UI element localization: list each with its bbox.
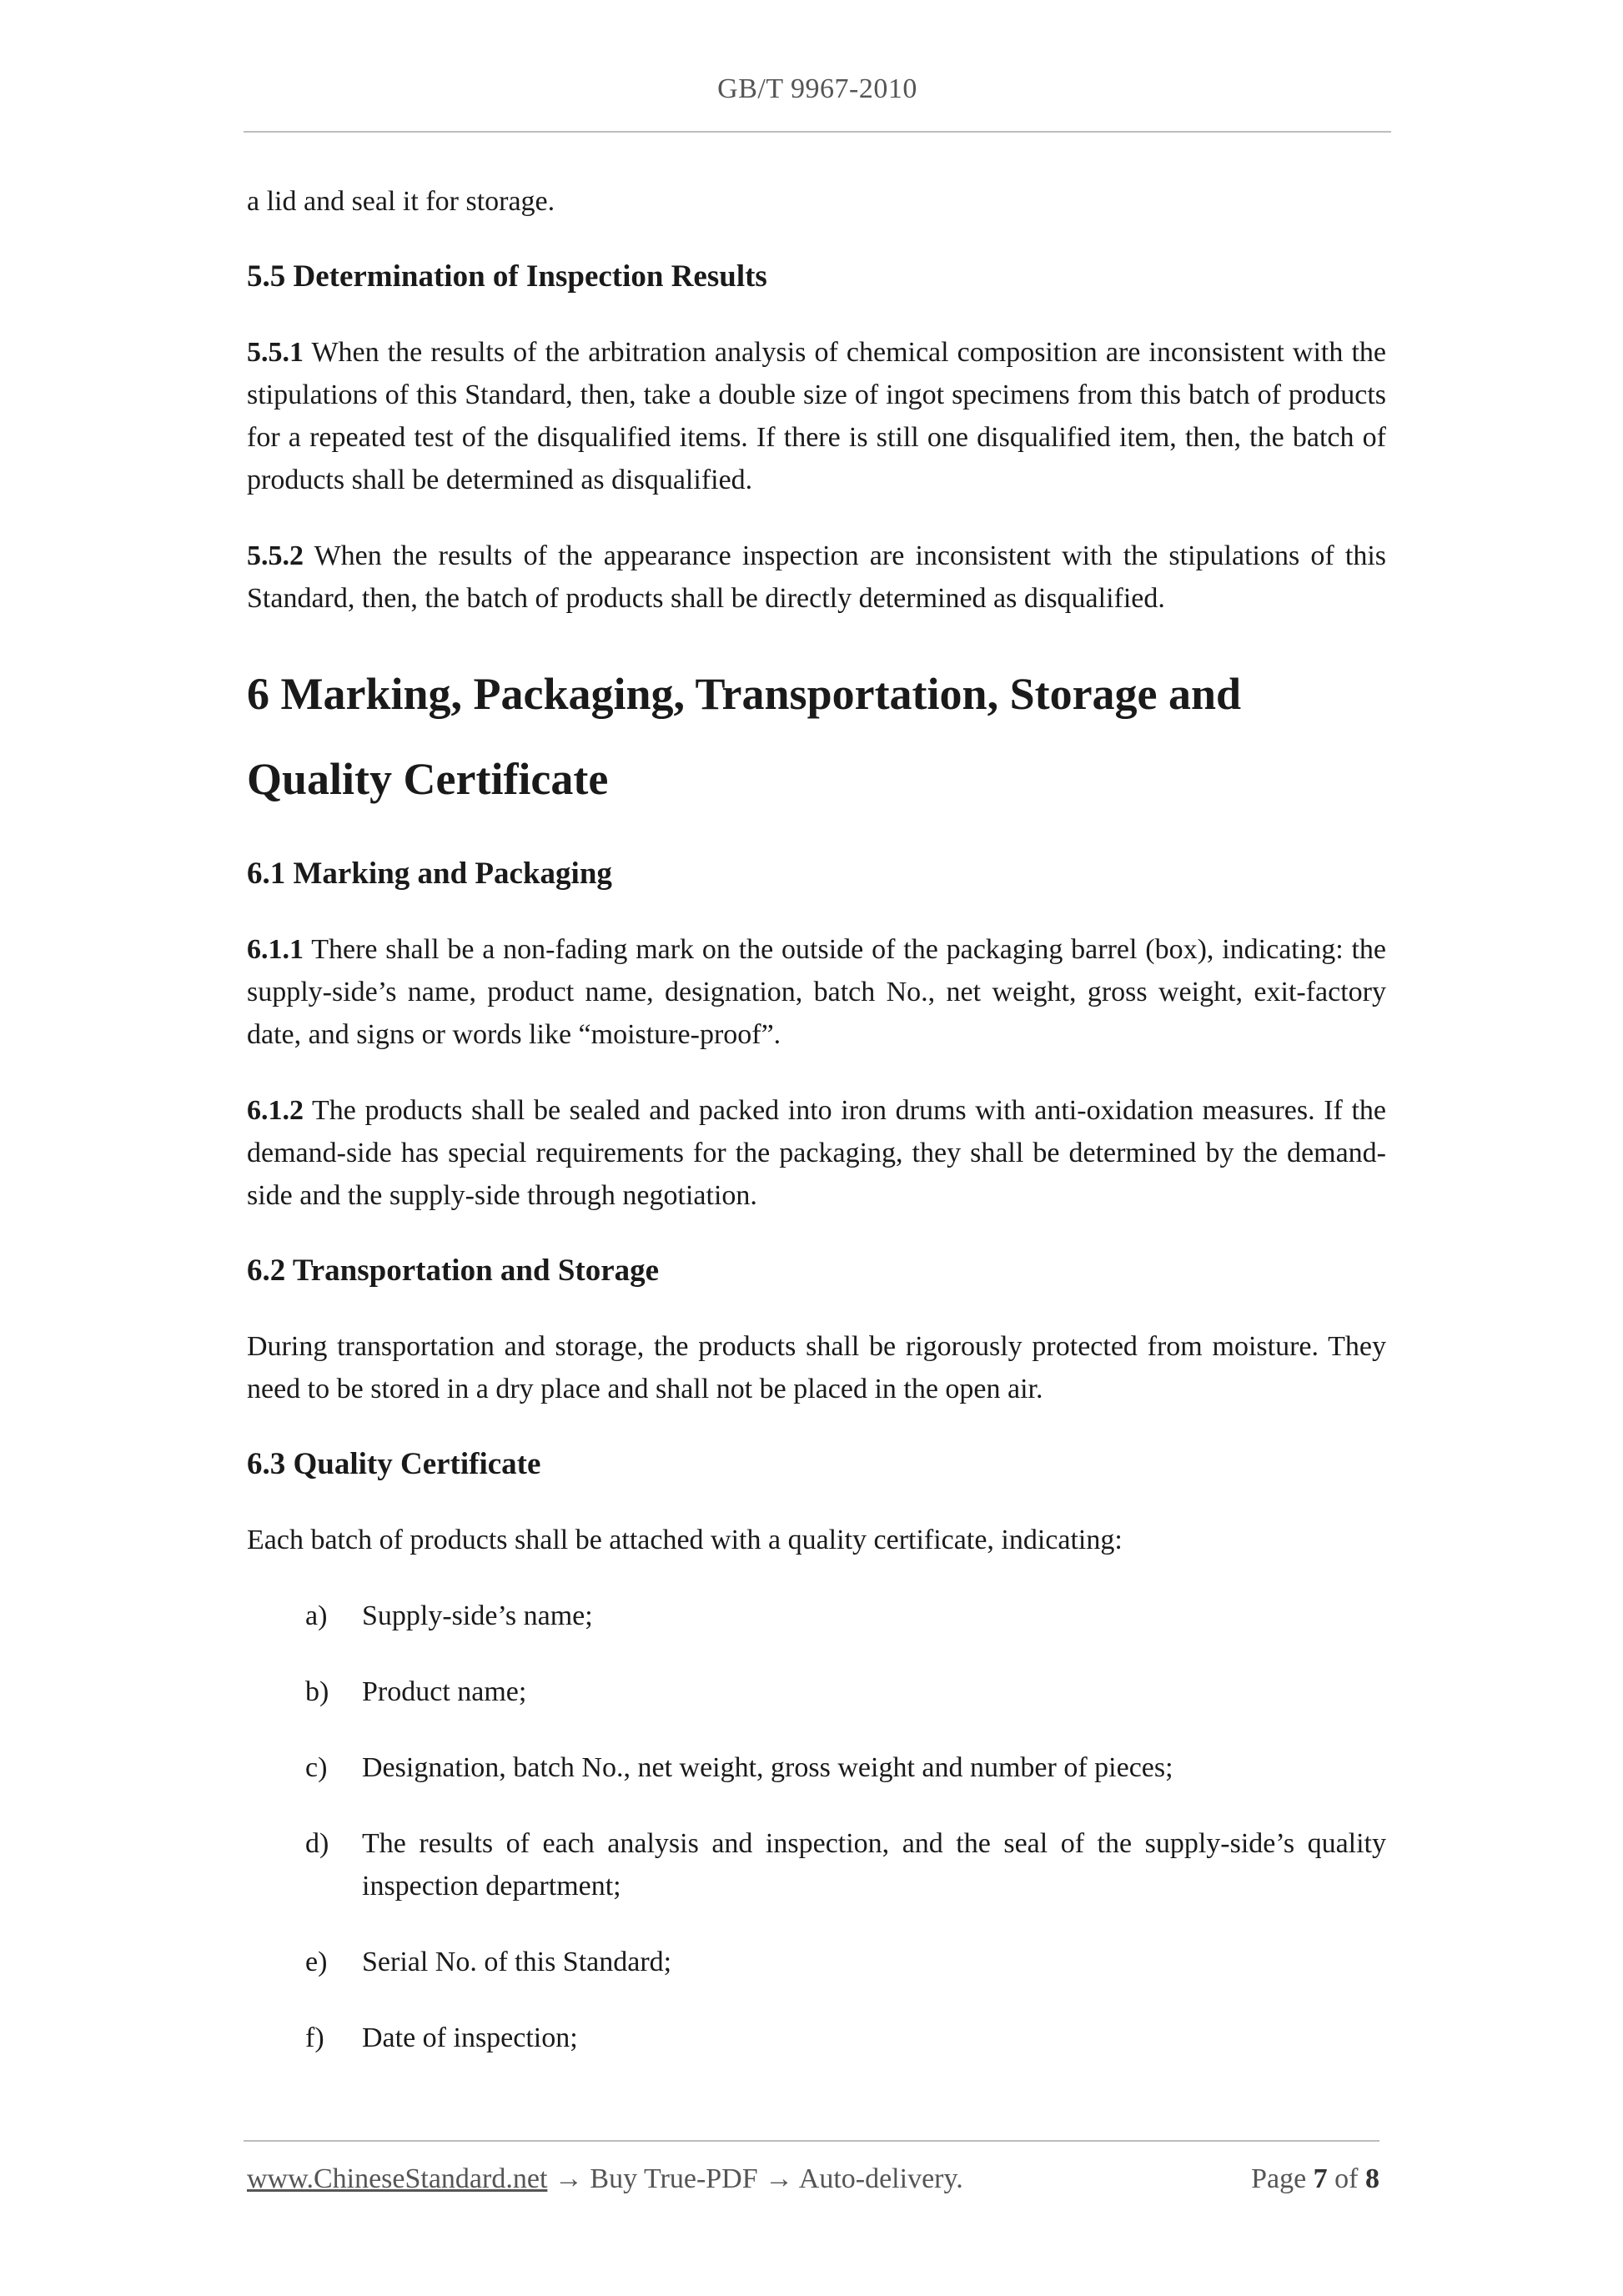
heading-5-5: 5.5 Determination of Inspection Results [247,259,767,294]
list-item [305,1822,1386,1907]
list-marker: f) [305,2022,324,2053]
clause-number: 6.1.1 [247,934,304,965]
clause-number: 6.1.2 [247,1095,304,1126]
paragraph-5-5-2 [247,535,1386,620]
page-word: Page [1251,2163,1314,2194]
footer-rule [244,2140,1379,2142]
list-text: Designation, batch No., net weight, gross weight and number of pieces; [362,1752,1173,1783]
list-marker: e) [305,1947,328,1977]
clause-text: When the results of the appearance inspection are inconsistent with the stipulations of this Standard, then, the batch of products shall be directly determined as disqualified. [247,540,1386,614]
list-item [305,1746,1386,1789]
list-text: Product name; [362,1676,527,1707]
paragraph-6-1-1 [247,928,1386,1056]
list-text: Date of inspection; [362,2022,578,2053]
page-counter [1251,2163,1379,2195]
clause-number: 5.5.2 [247,540,304,571]
heading-6-2: 6.2 Transportation and Storage [247,1254,660,1288]
paragraph-6-2: During transportation and storage, the products shall be rigorously protected from moisture. They need to be stored in a dry place and shall not be placed in the open air. [247,1331,1386,1404]
heading-6: 6 Marking, Packaging, Transportation, Storage and Quality Certificate [247,669,1242,804]
list-item [305,1595,1386,1637]
list-marker: c) [305,1752,328,1783]
certificate-items-list [247,1595,1386,2059]
heading-6-3: 6.3 Quality Certificate [247,1447,541,1481]
website-link[interactable]: www.ChineseStandard.net [247,2163,548,2194]
clause-text: When the results of the arbitration analysis of chemical composition are inconsistent with the stipulations of this Standard, then, take a double size of ingot specimens from this batch of products for a repeated test of the disqualified items. If there is still one disqualified item, then, the batch of products shall be determined as disqualified. [247,337,1386,495]
list-text: Supply-side’s name; [362,1600,593,1631]
list-text: Serial No. of this Standard; [362,1947,672,1977]
list-marker: b) [305,1676,329,1707]
footer-promo [247,2163,963,2195]
paragraph-6-3: Each batch of products shall be attached with a quality certificate, indicating: [247,1525,1123,1555]
footer-promo-text: → Buy True-PDF → Auto-delivery. [547,2163,963,2194]
list-marker: a) [305,1600,328,1631]
paragraph-6-1-2 [247,1089,1386,1217]
heading-6-1: 6.1 Marking and Packaging [247,857,612,891]
header-rule [244,131,1391,133]
page-content [247,180,1386,2093]
list-text: The results of each analysis and inspection, and the seal of the supply-side’s quality inspection department; [362,1828,1386,1902]
list-marker: d) [305,1828,329,1859]
clause-text: There shall be a non-fading mark on the outside of the packaging barrel (box), indicating: the supply-side’s name, product name, designation, batch No., net weight, gross weight, exit-factory date, and signs or words like “moisture-proof”. [247,934,1386,1050]
list-item [305,1941,1386,1983]
clause-number: 5.5.1 [247,337,304,368]
list-item [305,1671,1386,1713]
page-header: GB/T 9967-2010 [717,73,917,104]
paragraph-continuation: a lid and seal it for storage. [247,186,555,217]
page-number: 7 [1313,2163,1328,2194]
paragraph-5-5-1 [247,331,1386,501]
list-item [305,2017,1386,2059]
page-total: 8 [1365,2163,1379,2194]
clause-text: The products shall be sealed and packed into iron drums with anti-oxidation measures. If the demand-side has special requirements for the packaging, they shall be determined by the demand-side and the supply-side through negotiation. [247,1095,1386,1211]
of-word: of [1327,2163,1365,2194]
